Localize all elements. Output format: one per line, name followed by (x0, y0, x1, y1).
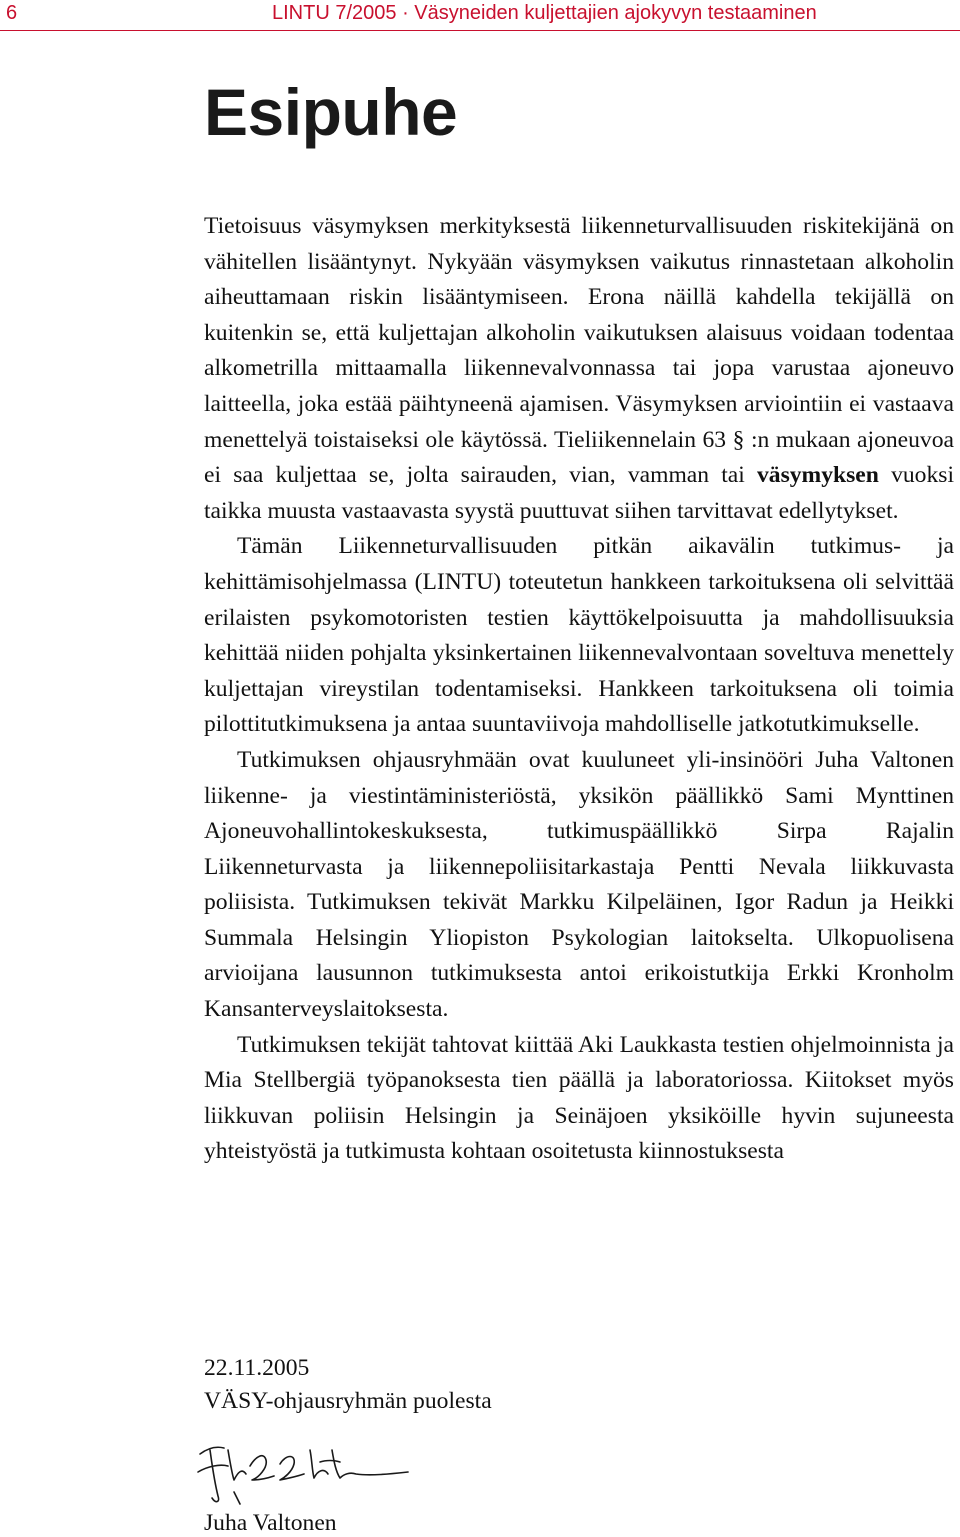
page-number: 6 (6, 2, 18, 24)
header-title: LINTU 7/2005 · Väsyneiden kuljettajien ajokyvyn testaaminen (272, 2, 817, 24)
paragraph-3: Tutkimuksen ohjausryhmään ovat kuuluneet yli-insinööri Juha Valtonen liikenne- ja viestintäministeriöstä, yksikön päällikkö Sami Mynttinen Ajoneuvohallintokeskuksesta, tutkimuspäällikkö Sirpa Rajalin Liikenneturvasta ja liikennepoliisitarkastaja Pentti Nevala liikkuvasta poliisista. Tutkimuksen tekivät Markku Kilpeläinen, Igor Radun ja Heikki Summala Helsingin Yliopiston Psykologian laitokselta. Ulkopuolisena arvioijana lausunnon tutkimuksesta antoi erikoistutkija Erkki Kronholm Kansanterveyslaitoksesta. (204, 746, 954, 1023)
signature-organization: VÄSY-ohjausryhmän puolesta (204, 1388, 492, 1414)
paragraph-2: Tämän Liikenneturvallisuuden pitkän aikavälin tutkimus- ja kehittämisohjelmassa (LINTU) toteutetun hankkeen tarkoituksena oli selvittää erilaisten psykomotoristen testien käyttökelpoisuutta ja mahdollisuuksia kehittää niiden pohjalta yksinkertainen liikennevalvontaan soveltuva menettely kuljettajan vireystilan todentamiseksi. Hankkeen tarkoituksena oli toimia pilottitutkimuksena ja antaa suuntaviivoja mahdolliselle jatkotutkimukselle. (204, 533, 954, 738)
paragraph-4: Tutkimuksen tekijät tahtovat kiittää Aki Laukkasta testien ohjelmoinnista ja Mia Stellbergiä työpanoksesta tien päällä ja laboratoriossa. Kiitokset myös liikkuvan poliisin Helsingin ja Seinäjoen yksiköille hyvin sujuneesta yhteistyöstä ja tutkimusta kohtaan osoitetusta kiinnostuksesta (204, 1031, 954, 1165)
page-title: Esipuhe (204, 75, 458, 149)
handwritten-signature (194, 1436, 414, 1508)
paragraph-1-text-end: vuoksi taikka muusta vastaavasta syystä puuttuvat siihen tarvittavat edellytykset. (204, 462, 954, 524)
paragraph-1-text: Tietoisuus väsymyksen merkityksestä liikenneturvallisuuden riskitekijänä on vähitellen lisääntynyt. Nykyään väsymyksen vaikutus rinnastetaan alkoholin aiheuttamaan riskin lisääntymiseen. Erona näillä kahdella tekijällä on kuitenkin se, että kuljettajan alkoholin vaikutuksen alaisuus voidaan todentaa alkometrilla mittaamalla liikennevalvonnassa tai jopa varustaa ajoneuvo laitteella, joka estää päihtyneenä ajamisen. Väsymyksen arviointiin ei vastaava menettelyä toistaiseksi ole käytössä. Tieliikennelain 63 § :n mukaan ajoneuvoa ei saa kuljettaa se, jolta sairauden, vian, vamman tai (204, 213, 954, 489)
emphasis-vasymyksen: väsymyksen (756, 462, 879, 489)
paragraph-1 (204, 209, 954, 529)
signature-date: 22.11.2005 (204, 1355, 310, 1381)
running-header (0, 0, 960, 31)
foreword-body (204, 209, 954, 1170)
signer-name: Juha Valtonen (204, 1510, 337, 1536)
